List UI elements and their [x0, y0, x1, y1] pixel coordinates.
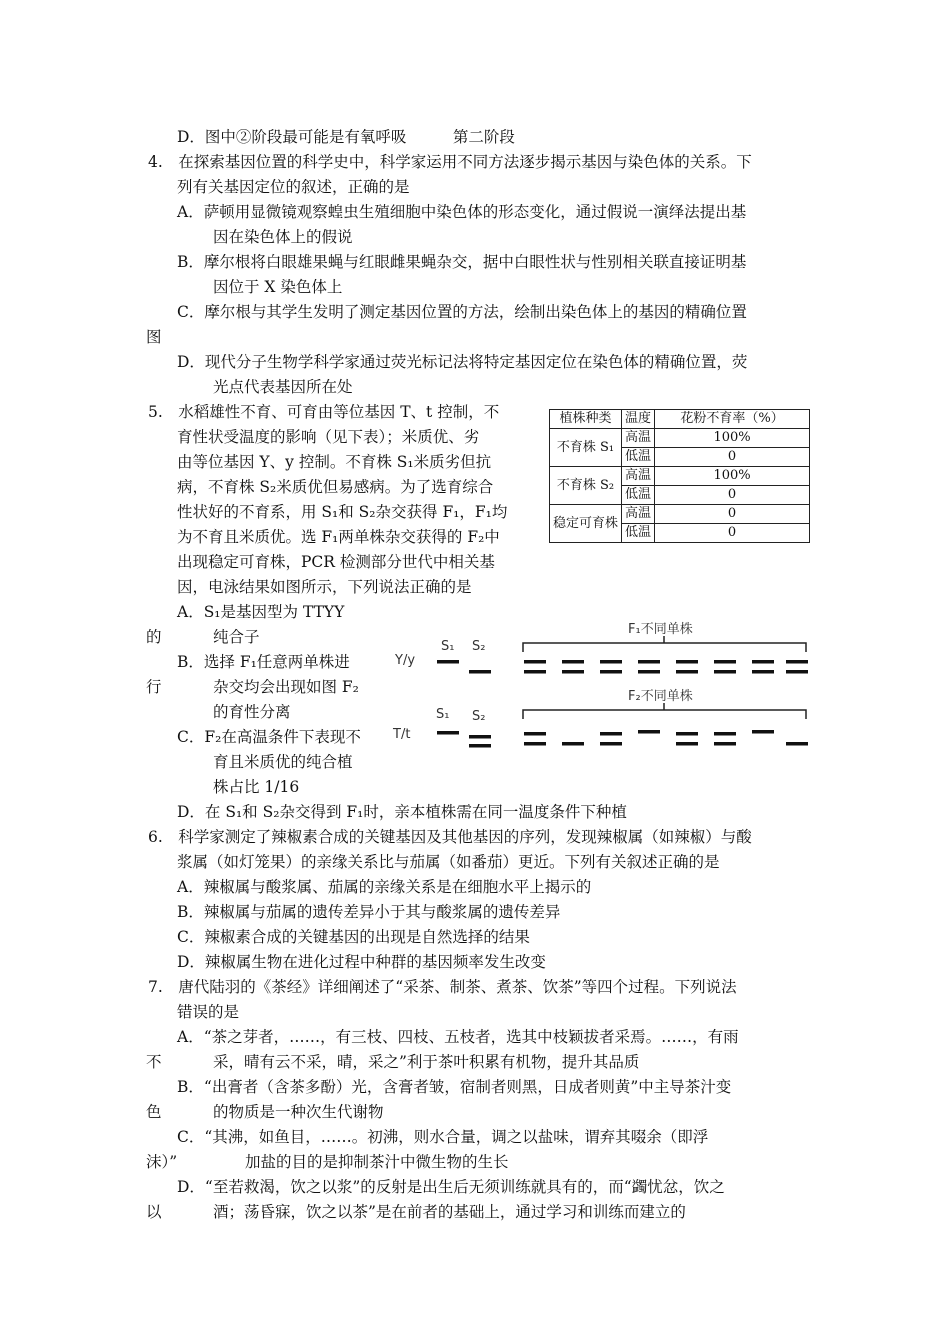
gel-band	[600, 670, 622, 674]
q4-stem: 4. 在探索基因位置的科学史中，科学家运用不同方法逐步揭示基因与染色体的关系。下	[148, 153, 752, 171]
table-cell: 100%	[655, 429, 810, 448]
q6-stem-cont: 浆属（如灯笼果）的亲缘关系比与茄属（如番茄）更近。下列有关叙述正确的是	[177, 853, 720, 871]
q7-option-a-cont: 采，晴有云不采，晴，采之”利于茶叶积累有机物，提升其品质	[213, 1053, 640, 1071]
gel-band	[437, 731, 459, 735]
margin-char: 不	[146, 1053, 162, 1071]
s2-label: S₂	[472, 709, 486, 724]
gel-band	[714, 670, 736, 674]
gel-band	[600, 660, 622, 664]
table-cell: 稳定可育株	[550, 505, 622, 543]
q5-option-d: D．在 S₁和 S₂杂交得到 F₁时，亲本植株需在同一温度条件下种植	[177, 803, 627, 821]
gel-band	[752, 730, 774, 734]
table-cell: 0	[655, 524, 810, 543]
table-cell: 高温	[622, 505, 655, 524]
q7-option-c-cont: 加盐的目的是抑制茶汁中微生物的生长	[245, 1153, 509, 1171]
q5-stem-l8: 因，电泳结果如图所示，下列说法正确的是	[177, 578, 472, 596]
table-cell: 高温	[622, 429, 655, 448]
table-header: 植株种类	[550, 410, 622, 429]
gel-band	[638, 730, 660, 734]
gel-band	[469, 735, 491, 739]
table-cell: 0	[655, 505, 810, 524]
tt-label: T/t	[393, 727, 411, 742]
gel-band	[676, 732, 698, 736]
q5-option-b-cont: 杂交均会出现如图 F₂	[213, 678, 359, 696]
q5-option-b: B．选择 F₁任意两单株进	[177, 653, 350, 671]
q7-option-b-cont: 的物质是一种次生代谢物	[213, 1103, 384, 1121]
q7-stem-cont: 错误的是	[177, 1003, 240, 1021]
table-cell: 0	[655, 448, 810, 467]
gel-band	[524, 670, 546, 674]
margin-char: 行	[146, 678, 162, 696]
q7-option-d-cont: 酒；荡昏寐，饮之以茶”是在前者的基础上，通过学习和训练而建立的	[213, 1203, 686, 1221]
gel-band	[562, 742, 584, 746]
q4-option-c-cont: 图	[146, 328, 162, 346]
q4-option-c: C．摩尔根与其学生发明了测定基因位置的方法，绘制出染色体上的基因的精确位置	[177, 303, 747, 321]
s1-label: S₁	[441, 639, 455, 654]
table-cell: 不育株 S₁	[550, 429, 622, 467]
margin-char: 沫）”	[146, 1153, 178, 1171]
q6-option-c: C．辣椒素合成的关键基因的出现是自然选择的结果	[177, 928, 530, 946]
q5-option-c-cont: 育且米质优的纯合植	[213, 753, 353, 771]
gel-band	[437, 660, 459, 664]
gel-band	[562, 670, 584, 674]
q3-option-d: D．图中②阶段最可能是有氧呼吸 第二阶段	[177, 128, 515, 146]
gel-band	[562, 660, 584, 664]
table-cell: 低温	[622, 486, 655, 505]
gel-band	[752, 660, 774, 664]
q6-option-b: B．辣椒属与茄属的遗传差异小于其与酸浆属的遗传差异	[177, 903, 561, 921]
table-cell: 高温	[622, 467, 655, 486]
q7-stem: 7. 唐代陆羽的《茶经》详细阐述了“采茶、制茶、煮茶、饮茶”等四个过程。下列说法	[148, 978, 737, 996]
table-cell: 低温	[622, 524, 655, 543]
gel-band	[469, 670, 491, 674]
q5-stem-l3: 由等位基因 Y、y 控制。不育株 S₁米质劣但抗	[177, 453, 492, 471]
margin-char: 的	[146, 628, 162, 646]
q6-option-a: A．辣椒属与酸浆属、茄属的亲缘关系是在细胞水平上揭示的	[177, 878, 592, 896]
q7-option-b: B．“出膏者（含茶多酚）光，含膏者皱，宿制者则黑，日成者则黄”中主导茶汁变	[177, 1078, 732, 1096]
gel-band	[714, 742, 736, 746]
gel-band	[786, 670, 808, 674]
f2-bracket	[523, 703, 806, 719]
gel-band	[676, 670, 698, 674]
f1-bracket	[523, 636, 806, 652]
q4-stem-cont: 列有关基因定位的叙述，正确的是	[177, 178, 410, 196]
gel-band	[469, 744, 491, 748]
q4-option-b: B．摩尔根将白眼雄果蝇与红眼雌果蝇杂交，据中白眼性状与性别相关联直接证明基	[177, 253, 747, 271]
s1-label: S₁	[436, 707, 450, 722]
table-cell: 100%	[655, 467, 810, 486]
gel-band	[600, 742, 622, 746]
q4-option-b-cont: 因位于 X 染色体上	[213, 278, 343, 296]
gel-band	[714, 732, 736, 736]
table-header: 花粉不育率（%）	[655, 410, 810, 429]
q5-option-a: A．S₁是基因型为 TTYY	[177, 603, 345, 621]
gel-band	[638, 660, 660, 664]
gel-band	[752, 670, 774, 674]
gel-band	[524, 732, 546, 736]
yy-label: Y/y	[395, 653, 416, 668]
gel-band	[676, 660, 698, 664]
table-cell: 不育株 S₂	[550, 467, 622, 505]
q5-stem-l4: 病，不育株 S₂米质优但易感病。为了选育综合	[177, 478, 494, 496]
q7-option-a: A．“茶之芽者，……，有三枝、四枝、五枝者，选其中枝颖拔者采焉。……，有雨	[177, 1028, 739, 1046]
q5-option-b-cont2: 的育性分离	[213, 703, 291, 721]
q5-option-a-cont: 纯合子	[213, 628, 260, 646]
gel-band	[786, 660, 808, 664]
q5-option-c: C．F₂在高温条件下表现不	[177, 728, 361, 746]
q5-option-c-cont2: 株占比 1/16	[213, 778, 300, 796]
gel-band	[638, 670, 660, 674]
q4-option-d: D．现代分子生物学科学家通过荧光标记法将特定基因定位在染色体的精确位置，荧	[177, 353, 748, 371]
f1-title: F₁不同单株	[628, 622, 693, 637]
q5-stem-l6: 为不育且米质优。选 F₁两单株杂交获得的 F₂中	[177, 528, 500, 546]
gel-band	[600, 732, 622, 736]
q4-option-a-cont: 因在染色体上的假说	[213, 228, 353, 246]
f2-title: F₂不同单株	[628, 689, 693, 704]
q5-stem-l5: 性状好的不育系，用 S₁和 S₂杂交获得 F₁，F₁均	[177, 503, 508, 521]
table-cell: 0	[655, 486, 810, 505]
margin-char: 以	[146, 1203, 162, 1221]
table-cell: 低温	[622, 448, 655, 467]
gel-band	[524, 660, 546, 664]
q5-stem: 5. 水稻雄性不育、可育由等位基因 T、t 控制，不	[148, 403, 500, 421]
q4-option-a: A．萨顿用显微镜观察蝗虫生殖细胞中染色体的形态变化，通过假说一演绎法提出基	[177, 203, 747, 221]
q4-option-d-cont: 光点代表基因所在处	[213, 378, 353, 396]
q6-option-d: D．辣椒属生物在进化过程中种群的基因频率发生改变	[177, 953, 546, 971]
gel-band	[714, 660, 736, 664]
gel-band	[786, 742, 808, 746]
q6-stem: 6. 科学家测定了辣椒素合成的关键基因及其他基因的序列，发现辣椒属（如辣椒）与酸	[148, 828, 752, 846]
q5-stem-l7: 出现稳定可育株，PCR 检测部分世代中相关基	[177, 553, 495, 571]
q7-option-d: D．“至若救渴，饮之以浆”的反射是出生后无须训练就具有的，而“蠲忧忿，饮之	[177, 1178, 725, 1196]
q5-stem-l2: 育性状受温度的影响（见下表）；米质优、劣	[177, 428, 480, 446]
table-header: 温度	[622, 410, 655, 429]
q7-option-c: C．“其沸，如鱼目，……。初沸，则水合量，调之以盐味，谓弃其啜余（即浮	[177, 1128, 709, 1146]
gel-band	[524, 742, 546, 746]
s2-label: S₂	[472, 639, 486, 654]
margin-char: 色	[146, 1103, 162, 1121]
gel-band	[676, 742, 698, 746]
